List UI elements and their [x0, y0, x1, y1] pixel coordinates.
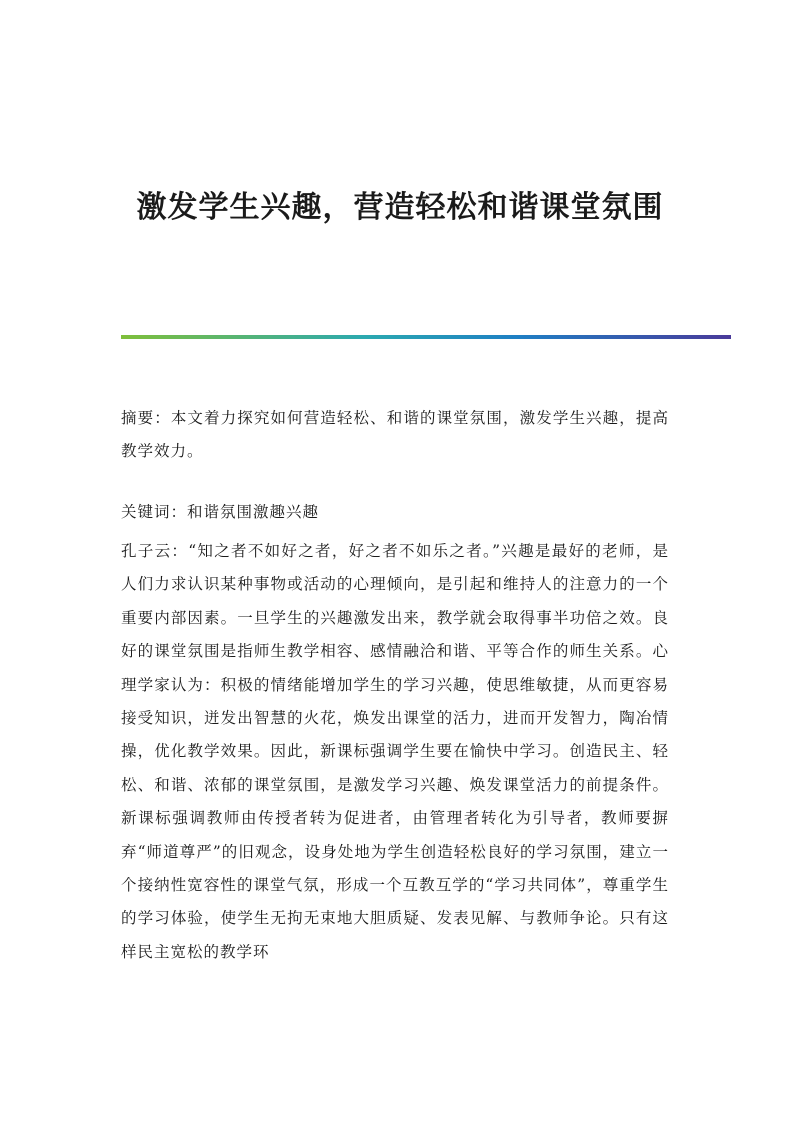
- abstract-paragraph: 摘要：本文着力探究如何营造轻松、和谐的课堂氛围，激发学生兴趣，提高教学效力。: [121, 409, 669, 461]
- title-divider: [121, 335, 731, 339]
- document-title: 激发学生兴趣，营造轻松和谐课堂氛围: [136, 190, 664, 225]
- keywords-line: 关键词：和谐氛围激趣兴趣: [121, 503, 320, 521]
- body-paragraph: 孔子云：“知之者不如好之者，好之者不如乐之者。”兴趣是最好的老师，是人们力求认识某种事物或活动的心理倾向，是引起和维持人的注意力的一个重要内部因素。一旦学生的兴趣激发出来，教学就会取得事半功倍之效。良好的课堂氛围是指师生教学相容、感情融洽和谐、平等合作的师生关系。心理学家认为：积极的情绪能增加学生的学习兴趣，使思维敏捷，从而更容易接受知识，迸发出智慧的火花，焕发出课堂的活力，进而开发智力，陶冶情操，优化教学效果。因此，新课标强调学生要在愉快中学习。创造民主、轻松、和谐、浓郁的课堂氛围，是激发学习兴趣、焕发课堂活力的前提条件。新课标强调教师由传授者转为促进者，由管理者转化为引导者，教师要摒弃“师道尊严”的旧观念，设身处地为学生创造轻松良好的学习氛围，建立一个接纳性宽容性的课堂气氛，形成一个互教互学的“学习共同体”，尊重学生的学习体验，使学生无拘无束地大胆质疑、发表见解、与教师争论。只有这样民主宽松的教学环: [121, 542, 669, 961]
- document-content: [121, 402, 669, 969]
